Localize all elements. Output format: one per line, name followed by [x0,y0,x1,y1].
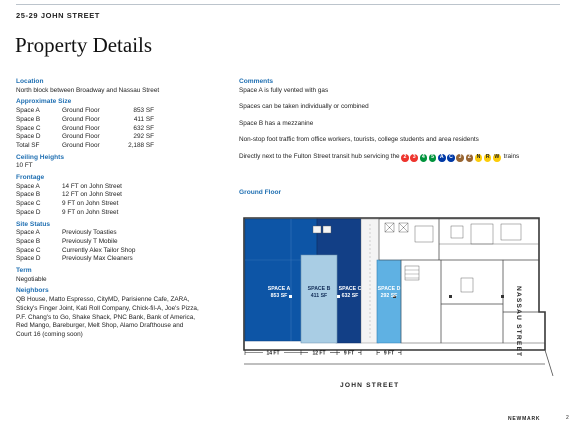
status-value: Previously Toasties [62,229,117,237]
status-row [16,255,226,264]
size-row-total [16,142,226,151]
transit-text: Directly next to the Fulton Street transit hub servicing the [239,153,400,161]
status-row [16,247,226,256]
transit-line [239,153,569,162]
column-marker [289,295,292,298]
size-space: Space C [16,124,41,132]
ground-floor-plan [239,200,559,376]
size-row [16,116,226,125]
page-title: Property Details [15,33,153,57]
space-b-name: SPACE B [307,286,331,292]
status-row [16,238,226,247]
column-marker [501,295,504,298]
size-floor: Ground Floor [62,124,100,132]
size-sf: 2,188 SF [128,141,154,149]
status-space: Space D [16,255,41,263]
frontage-value: 12 FT on John Street [62,191,122,199]
status-heading: Site Status [16,220,51,228]
subway-line-badge: 3 [410,154,418,162]
space-b-area [301,255,337,343]
frontage-value: 9 FT on John Street [62,200,119,208]
space-b-sf: 411 SF [310,293,328,299]
comment-item: Space B has a mezzanine [239,119,314,127]
neighbors-line: Red Mango, Bareburger, Melt Shop, Alamo Drafthouse and [16,322,184,330]
neighbors-heading: Neighbors [16,287,49,295]
size-floor: Ground Floor [62,107,100,115]
dimension-label: 12 FT [312,350,326,357]
status-space: Space B [16,237,41,245]
neighbors-line: P.F. Chang's to Go, Shake Shack, PNC Bank, Bank of America, [16,313,196,321]
frontage-space: Space A [16,182,40,190]
ceiling-text: 10 FT [16,162,33,170]
column-marker [337,295,340,298]
term-heading: Term [16,267,32,275]
floorplan-title: Ground Floor [239,189,282,196]
frontage-space: Space C [16,200,41,208]
nassau-street-curb [545,350,553,376]
comment-item: Spaces can be taken individually or combined [239,103,369,111]
size-space: Space B [16,115,41,123]
size-space: Total SF [16,141,40,149]
subway-line-badge: C [449,154,453,161]
nassau-street-label: NASSAU STREET [515,286,522,358]
frontage-value: 14 FT on John Street [62,182,122,190]
size-sf: 632 SF [133,124,154,132]
size-sf: 411 SF [133,115,154,123]
dimension-label: 9 FT [383,350,395,357]
status-space: Space C [16,246,41,254]
frontage-row [16,191,226,200]
frontage-row [16,183,226,192]
size-row [16,125,226,134]
frontage-heading: Frontage [16,174,45,182]
frontage-value: 9 FT on John Street [62,208,119,216]
location-text: North block between Broadway and Nassau Street [16,86,160,94]
stair-symbol [313,226,321,233]
subway-line-badge: N [476,154,481,161]
frontage-row [16,200,226,209]
size-row [16,107,226,116]
status-value: Currently Alex Tailor Shop [62,246,136,254]
size-heading: Approximate Size [16,98,72,106]
comment-item: Space A is fully vented with gas [239,86,329,94]
subway-line-badge: J [456,154,464,162]
term-text: Negotiable [16,275,47,283]
size-floor: Ground Floor [62,115,100,123]
size-floor: Ground Floor [62,141,100,149]
subway-line-badge: R [485,154,490,161]
transit-suffix: trains [503,153,520,161]
size-sf: 292 SF [133,133,154,141]
status-value: Previously T Mobile [62,237,118,245]
subway-line-badge: A [439,154,444,161]
neighbors-line: Sticky's Finger Joint, Kati Roll Company, Chick-fil-A, Joe's Pizza, [16,304,199,312]
brand-logo: NEWMARK [508,416,541,422]
dimension-label: 14 FT [266,350,280,357]
comments-heading: Comments [239,78,274,85]
size-floor: Ground Floor [62,133,100,141]
size-table [16,107,226,151]
space-d-name: SPACE D [377,286,401,292]
space-d-area [377,260,401,343]
subway-line-badge: 5 [429,154,437,162]
neighbors-line: Court 16 (coming soon) [16,330,83,338]
train-badges [400,153,501,162]
subway-line-badge: 2 [401,154,409,162]
frontage-space: Space D [16,208,41,216]
frontage-row [16,209,226,218]
property-facts-column [16,78,226,340]
space-a-name: SPACE A [267,286,291,292]
status-row [16,229,226,238]
subway-line-badge: Z [466,154,474,162]
location-heading: Location [16,78,44,85]
status-value: Previously Max Cleaners [62,255,133,263]
dimension-label: 9 FT [343,350,355,357]
ceiling-heading: Ceiling Heights [16,153,64,161]
size-row [16,133,226,142]
frontage-space: Space B [16,191,41,199]
size-space: Space A [16,107,40,115]
neighbors-line: QB House, Matto Espresso, CityMD, Parisienne Cafe, ZARA, [16,296,190,304]
space-c-sf: 632 SF [341,293,359,299]
space-d-sf: 292 SF [380,293,398,299]
header-rule [16,4,560,5]
subway-line-badge: 4 [420,154,428,162]
size-sf: 853 SF [133,107,154,115]
comment-item: Non-stop foot traffic from office workers, tourists, college students and area residents [239,136,479,144]
john-street-label: JOHN STREET [340,382,400,389]
comments-column [239,78,569,162]
subway-line-badge: W [494,154,500,161]
status-space: Space A [16,229,40,237]
stair-symbol [323,226,331,233]
column-marker [449,295,452,298]
page-number: 2 [566,415,569,421]
property-address: 25-29 JOHN STREET [16,11,100,20]
space-c-name: SPACE C [338,286,362,292]
size-space: Space D [16,133,41,141]
space-a-sf: 853 SF [270,293,288,299]
